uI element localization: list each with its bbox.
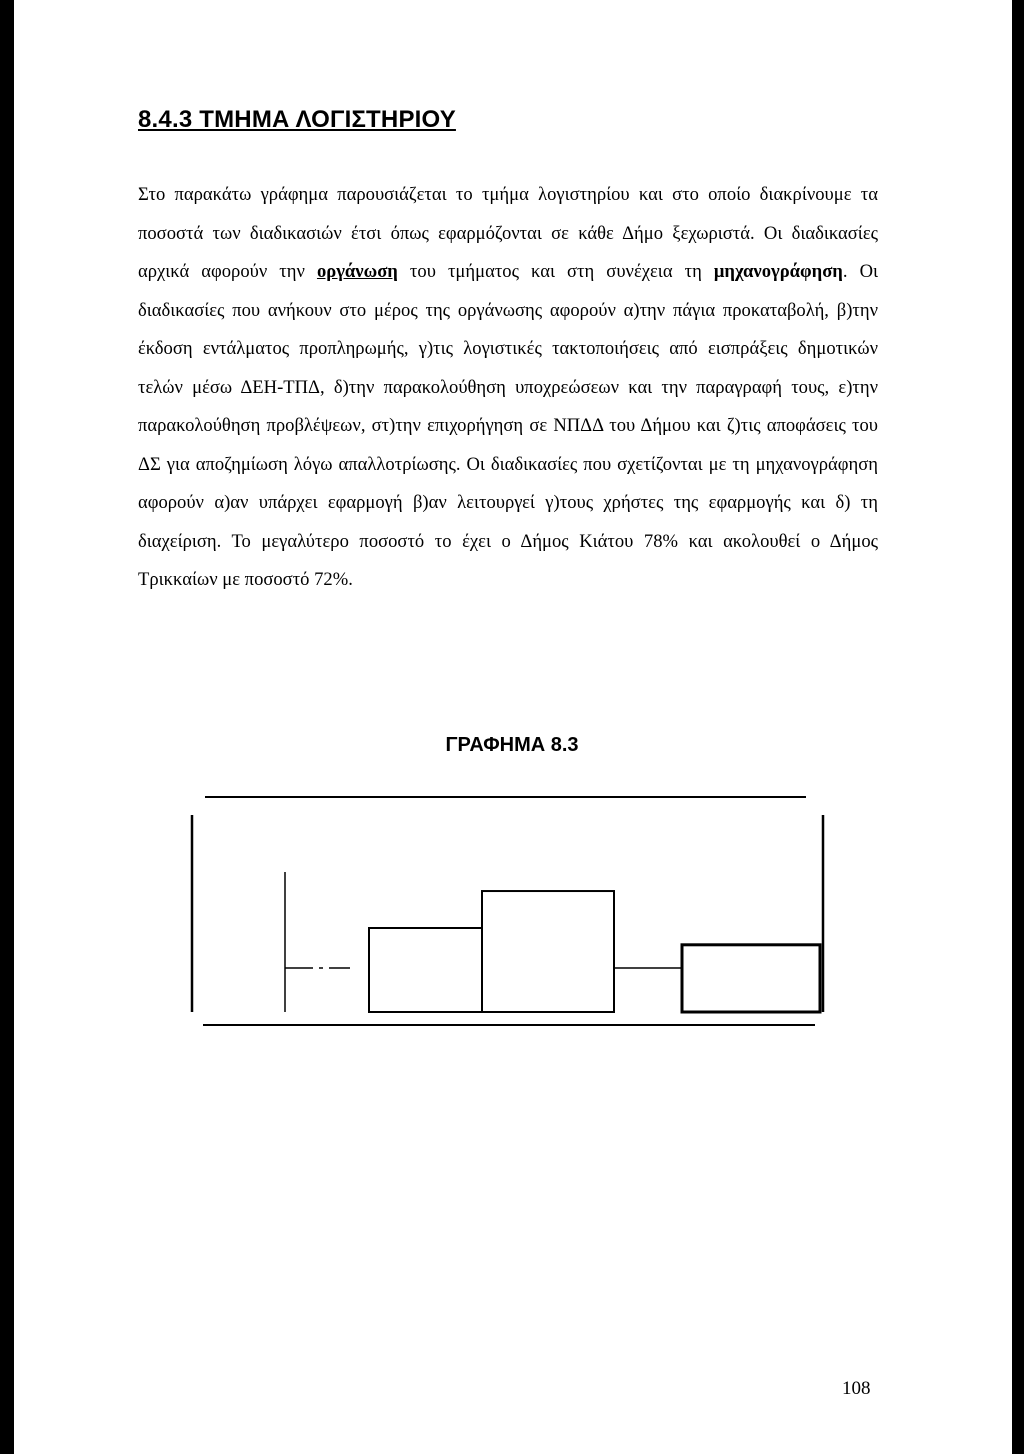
chart-bars [369,891,820,1012]
chart-bar [482,891,614,1012]
chart-bar [682,945,820,1012]
paragraph-text-2: του τμήματος και στη συνέχεια τη [397,261,714,282]
page-number: 108 [842,1378,871,1399]
section-heading: 8.4.3 ΤΜΗΜΑ ΛΟΓΙΣΤΗΡΙΟΥ [138,106,456,133]
paragraph-bold-organization: οργάνωση [316,261,398,282]
paragraph-text-3: . Οι διαδικασίες που ανήκουν στο μέρος της οργάνωσης αφορούν α)την πάγια προκαταβολή, β)την έκδοση εντάλματος προπληρωμής, γ)τις λογιστικές τακτοποιήσεις από εισπράξεις δημοτικών τελών μέσω ΔΕΗ-ΤΠΔ, δ)την παρακολούθηση υποχρεώσεων και την παραγραφή τους, ε)την παρακολούθηση προβλέψεων, στ)την επιχορήγηση σε ΝΠΔΔ του Δήμου και ζ)τις αποφάσεις του ΔΣ για αποζημίωση λόγω απαλλοτρίωσης. Οι διαδικασίες που σχετίζονται με τη μηχανογράφηση αφορούν α)αν υπάρχει εφαρμογή β)αν λειτουργεί γ)τους χρήστες της εφαρμογής και δ) τη διαχείριση. Το μεγαλύτερο ποσοστό το έχει ο Δήμος Κιάτου 78% και ακολουθεί ο Δήμος Τρικκαίων με ποσοστό 72%. [138,261,879,590]
chart-bar [369,928,483,1012]
paragraph-bold-mechanization: μηχανογράφηση [713,261,843,282]
chart-title: ΓΡΑΦΗΜΑ 8.3 [445,734,579,756]
paragraph-text-1: Στο παρακάτω γράφημα παρουσιάζεται το τμήμα λογιστηρίου και στο οποίο διακρίνουμε τα ποσοστά των διαδικασιών έτσι όπως εφαρμόζονται σε κάθε Δήμο ξεχωριστά. Οι διαδικασίες αρχικά αφορούν την [138,184,878,282]
